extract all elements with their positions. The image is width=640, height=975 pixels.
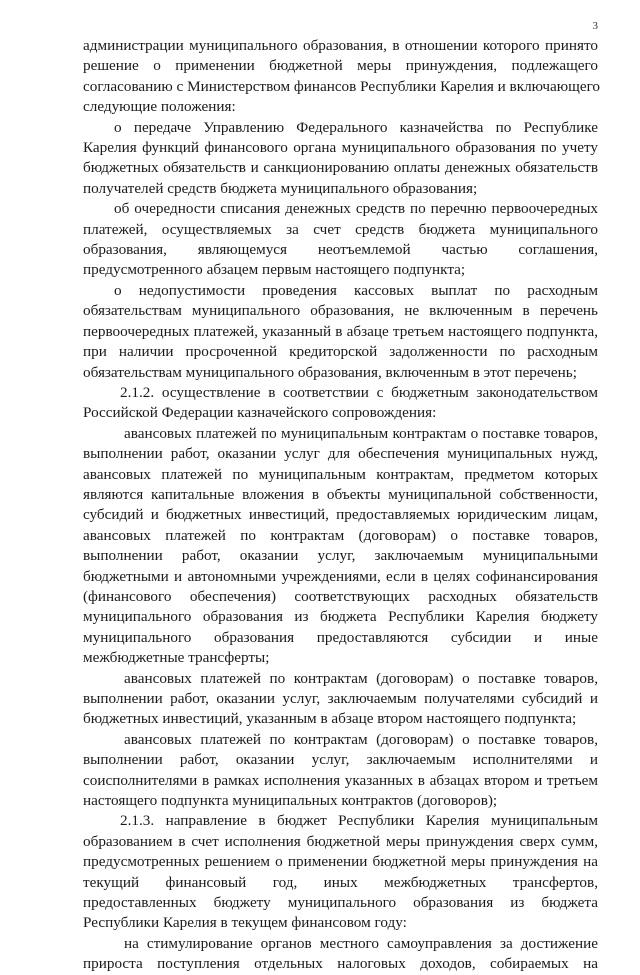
- text-line: Карелия функций финансового органа муниципального образования по учету: [83, 139, 598, 157]
- paragraph: [83, 199, 598, 281]
- text-line: следующие положения:: [83, 98, 236, 116]
- text-line: авансовых платежей по муниципальным контрактам, предметом которых: [83, 465, 598, 483]
- text-line: первоочередных платежей, указанный в абзаце третьем настоящего подпункта,: [83, 322, 598, 340]
- text-line: выполнении работ, оказании услуг для обеспечения муниципальных нужд,: [83, 445, 598, 463]
- paragraph: [83, 281, 598, 383]
- text-line: бюджетных инвестиций, указанным в абзаце втором настоящего подпункта;: [83, 710, 577, 728]
- text-line: выполнении работ, оказании услуг, заключаемым получателями субсидий и: [83, 690, 598, 707]
- text-line: администрации муниципального образования, в отношении которого принято: [83, 37, 598, 54]
- text-line: обязательствам муниципального образования, включенным в этот перечень;: [83, 363, 577, 381]
- text-line: бюджетных обязательств и санкционированию оплаты денежных обязательств: [83, 159, 598, 177]
- text-line: образования, являющемуся неотъемлемой частью соглашения,: [83, 241, 598, 259]
- text-line: предусмотренных решением о применении бюджетной меры принуждения на: [83, 853, 598, 871]
- text-line: авансовых платежей по муниципальным контрактам о поставке товаров,: [124, 424, 598, 442]
- text-line: авансовых платежей по контрактам (договорам) о поставке товаров,: [124, 730, 598, 748]
- text-line: соисполнителями в рамках исполнения указанных в абзацах втором и третьем: [83, 771, 598, 789]
- text-line: об очередности списания денежных средств по перечню первоочередных: [114, 200, 598, 218]
- text-line: муниципального образования предоставляются субсидии и иные: [83, 628, 598, 646]
- text-line: авансовых платежей по контрактам (договорам) о поставке товаров,: [124, 669, 598, 687]
- text-line: муниципального образования из бюджета Республики Карелия бюджету: [83, 608, 598, 626]
- text-line: являются капитальные вложения в объекты муниципальной собственности,: [83, 485, 598, 503]
- text-line: межбюджетные трансферты;: [83, 649, 270, 667]
- text-line: предоставленных бюджету муниципального образования из бюджета: [83, 894, 598, 912]
- paragraph: [83, 118, 598, 200]
- text-line: прироста поступления отдельных налоговых доходов, собираемых на: [83, 955, 598, 973]
- text-line: Российской Федерации казначейского сопровождения:: [83, 404, 437, 422]
- page-number: 3: [592, 20, 598, 32]
- text-line: текущий финансовый год, иных межбюджетных трансфертов,: [83, 873, 598, 891]
- text-line: 2.1.3. направление в бюджет Республики Карелия муниципальным: [120, 812, 598, 830]
- text-line: о передаче Управлению Федерального казначейства по Республике: [114, 118, 598, 136]
- text-line: выполнении работ, оказании услуг, заключаемым муниципальными: [83, 547, 598, 565]
- text-line: субсидий и бюджетных инвестиций, предоставляемых юридическим лицам,: [83, 506, 598, 524]
- paragraph: [83, 669, 598, 730]
- text-line: при наличии просроченной кредиторской задолженности по расходным: [83, 343, 598, 361]
- text-line: выполнении работ, оказании услуг, заключаемым исполнителями и: [83, 751, 598, 769]
- text-line: бюджетными и автономными учреждениями, если в целях софинансирования: [83, 567, 598, 585]
- paragraph: [83, 811, 598, 933]
- text-line: настоящего подпункта муниципальных контрактов (договоров);: [83, 792, 498, 810]
- text-line: авансовых платежей по контрактам (договорам) о поставке товаров,: [83, 526, 598, 544]
- paragraph: [83, 730, 598, 812]
- text-line: на стимулирование органов местного самоуправления за достижение: [124, 934, 598, 952]
- document-body: [83, 36, 601, 975]
- text-line: 2.1.2. осуществление в соответствии с бюджетным законодательством: [120, 383, 598, 401]
- paragraph: [83, 424, 598, 669]
- text-line: решение о применении бюджетной меры принуждения, подлежащего: [83, 57, 598, 75]
- paragraph: [83, 383, 598, 424]
- paragraph: [83, 36, 601, 118]
- text-line: платежей, осуществляемых за счет средств бюджета муниципального: [83, 220, 598, 238]
- text-line: обязательствам муниципального образования, не включенным в перечень: [83, 302, 598, 320]
- text-line: образованием в счет исполнения бюджетной меры принуждения сверх сумм,: [83, 832, 598, 850]
- text-line: (финансового обеспечения) соответствующих расходных обязательств: [83, 587, 598, 605]
- text-line: Республики Карелия в текущем финансовом году:: [83, 914, 407, 932]
- text-line: получателей средств бюджета муниципального образования;: [83, 179, 478, 197]
- text-line: о недопустимости проведения кассовых выплат по расходным: [114, 281, 598, 299]
- text-line: согласованию с Министерством финансов Республики Карелия и включающего: [83, 77, 601, 95]
- paragraph: [83, 934, 598, 975]
- text-line: предусмотренного абзацем первым настоящего подпункта;: [83, 261, 466, 279]
